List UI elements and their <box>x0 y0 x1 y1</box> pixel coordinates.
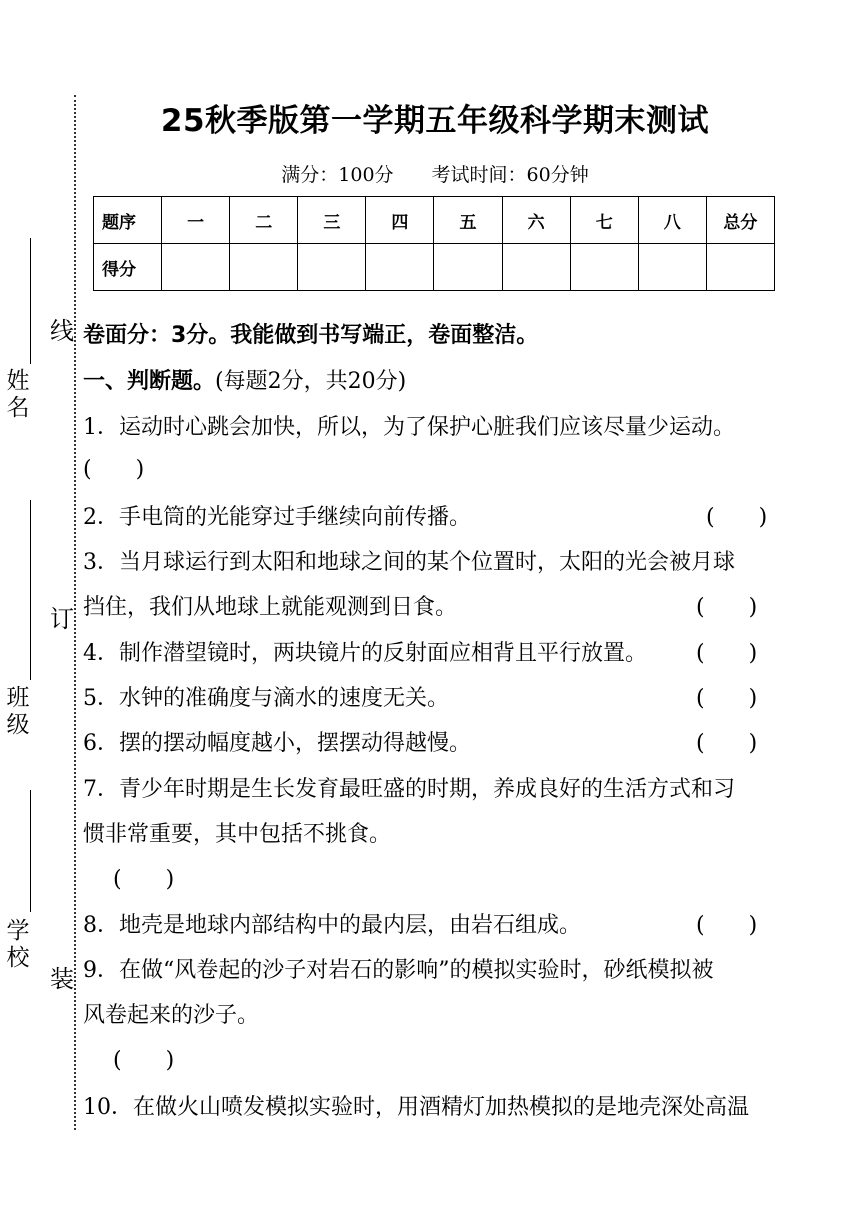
question-text: 当月球运行到太阳和地球之间的某个位置时，太阳的光会被月球 <box>119 550 736 575</box>
question-number: 10． <box>83 1095 133 1120</box>
score-cell[interactable] <box>230 244 298 291</box>
table-cell: 得分 <box>94 244 162 291</box>
table-cell: 总分 <box>706 197 774 244</box>
answer-blank[interactable]: ( ) <box>696 686 758 711</box>
score-cell[interactable] <box>366 244 434 291</box>
table-cell: 题序 <box>94 197 162 244</box>
score-cell[interactable] <box>162 244 230 291</box>
name-write-line[interactable] <box>30 238 31 364</box>
score-table-header-row <box>94 197 775 244</box>
score-table-score-row <box>94 244 775 291</box>
answer-blank[interactable]: ( ) <box>83 457 145 482</box>
question-number: 9． <box>83 958 119 983</box>
full-score: 满分：100分 <box>281 164 394 186</box>
question-9 <box>83 956 714 986</box>
question-text: 地壳是地球内部结构中的最内层，由岩石组成。 <box>119 913 582 938</box>
answer-blank[interactable]: ( ) <box>696 731 758 756</box>
answer-blank[interactable]: ( ) <box>113 1048 175 1073</box>
answer-blank[interactable]: ( ) <box>696 595 758 620</box>
question-2 <box>83 503 471 533</box>
question-number: 2． <box>83 505 119 530</box>
school-label: 学校 <box>6 918 30 971</box>
question-number: 8． <box>83 913 119 938</box>
bind-char-xian: 线 <box>50 317 74 345</box>
table-cell: 四 <box>366 197 434 244</box>
answer-blank[interactable]: ( ) <box>696 641 758 666</box>
score-cell[interactable] <box>638 244 706 291</box>
class-write-line[interactable] <box>30 500 31 680</box>
question-10 <box>83 1093 749 1123</box>
school-write-line[interactable] <box>30 790 31 912</box>
table-cell: 三 <box>298 197 366 244</box>
answer-blank[interactable]: ( ) <box>113 867 175 892</box>
question-9-cont: 风卷起来的沙子。 <box>83 1003 260 1028</box>
question-3 <box>83 548 735 578</box>
question-6 <box>83 729 471 759</box>
question-number: 1． <box>83 415 119 440</box>
score-cell[interactable] <box>434 244 502 291</box>
table-cell: 七 <box>570 197 638 244</box>
question-text: 青少年时期是生长发育最旺盛的时期，养成良好的生活方式和习 <box>119 777 736 802</box>
section-note: (每题2分，共20分) <box>215 369 407 394</box>
question-7 <box>83 775 735 805</box>
question-text: 制作潜望镜时，两块镜片的反射面应相背且平行放置。 <box>119 641 648 666</box>
question-4 <box>83 639 647 669</box>
question-text: 运动时心跳会加快，所以，为了保护心脏我们应该尽量少运动。 <box>119 415 736 440</box>
score-cell[interactable] <box>706 244 774 291</box>
neatness-instruction: 卷面分：3分。我能做到书写端正，卷面整洁。 <box>83 323 539 348</box>
bind-char-ding: 订 <box>50 605 74 633</box>
table-cell: 二 <box>230 197 298 244</box>
question-8 <box>83 911 581 941</box>
exam-info <box>80 160 790 187</box>
answer-blank[interactable]: ( ) <box>706 505 768 530</box>
section-heading <box>83 367 406 397</box>
name-label: 姓名 <box>6 368 30 421</box>
table-cell: 五 <box>434 197 502 244</box>
answer-blank[interactable]: ( ) <box>696 913 758 938</box>
question-text: 手电筒的光能穿过手继续向前传播。 <box>119 505 472 530</box>
bind-char-zhuang: 装 <box>50 965 74 993</box>
question-text: 在做“风卷起的沙子对岩石的影响”的模拟实验时，砂纸模拟被 <box>119 958 714 983</box>
section-title: 一、判断题。 <box>83 369 216 394</box>
class-label: 班级 <box>6 685 30 738</box>
question-5 <box>83 684 449 714</box>
score-cell[interactable] <box>298 244 366 291</box>
page-title: 25秋季版第一学期五年级科学期末测试 <box>160 103 710 139</box>
question-3-cont: 挡住，我们从地球上就能观测到日食。 <box>83 595 458 620</box>
score-cell[interactable] <box>570 244 638 291</box>
question-7-cont: 惯非常重要，其中包括不挑食。 <box>83 822 392 847</box>
question-number: 5． <box>83 686 119 711</box>
table-cell: 八 <box>638 197 706 244</box>
question-text: 水钟的准确度与滴水的速度无关。 <box>119 686 450 711</box>
question-text: 在做火山喷发模拟实验时，用酒精灯加热模拟的是地壳深处高温 <box>133 1095 750 1120</box>
question-number: 6． <box>83 731 119 756</box>
score-cell[interactable] <box>502 244 570 291</box>
question-number: 3． <box>83 550 119 575</box>
question-number: 4． <box>83 641 119 666</box>
question-number: 7． <box>83 777 119 802</box>
score-table <box>93 196 775 291</box>
exam-time: 考试时间：60分钟 <box>431 164 589 186</box>
question-1 <box>83 413 735 443</box>
table-cell: 一 <box>162 197 230 244</box>
table-cell: 六 <box>502 197 570 244</box>
question-text: 摆的摆动幅度越小，摆摆动得越慢。 <box>119 731 472 756</box>
